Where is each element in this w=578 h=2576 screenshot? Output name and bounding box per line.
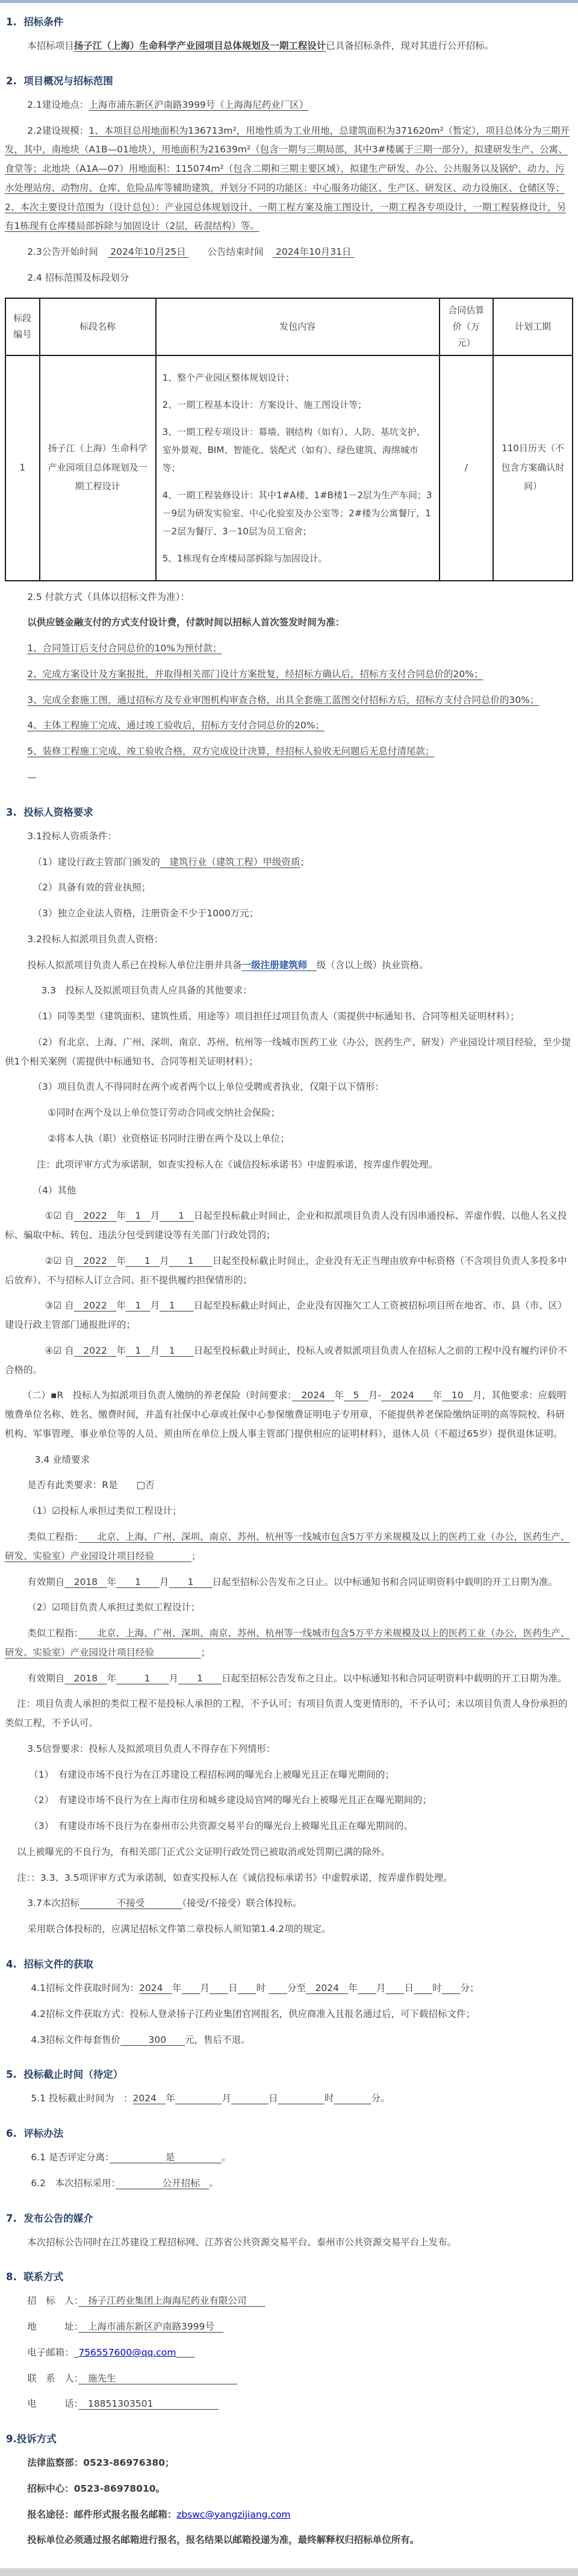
paragraph bbox=[5, 1342, 573, 1380]
text-run: 月，其他要求：应载明缴费单位名称、姓名、缴费时间，并盖有社保中心章或社保中心参保缴费证明电子专用章，不能提供养老保险缴纳证明的高等院校、科研机构、军事管理、事业单位等的人员、须由所在单位上级人事主管部门提供相应的证明材料），退休人员（不超过65岁）提供退休证明。 bbox=[5, 1390, 567, 1439]
section-2-project-overview-and-scope bbox=[5, 73, 573, 787]
text-run: 2024年10月25日 bbox=[107, 246, 189, 258]
text-run: 日起至投标截止时间止，企业和拟派项目负责人没有因串通投标、弄虚作假、以他人名义投标、骗取中标、转包、违法分包受到建设等有关部门行政处罚的； bbox=[5, 1210, 567, 1241]
text-run: 年 bbox=[107, 1576, 117, 1587]
paragraph bbox=[5, 1155, 573, 1175]
text-run: （1）同等类型（建筑面积、建筑性质、用途等）项目担任过项目负责人（需提供中标通知书、合同等相关证明材料）； bbox=[33, 1011, 520, 1022]
paragraph bbox=[5, 1296, 573, 1335]
table-header-row bbox=[5, 298, 573, 355]
text-run: 年 bbox=[116, 1300, 126, 1311]
section-heading: 5. 投标截止时间（待定） bbox=[6, 2069, 123, 2081]
text-run: 1 bbox=[169, 1576, 213, 1587]
contract-content-line: 1、整个产业园区整体规划设计； bbox=[162, 372, 295, 383]
section-body bbox=[5, 2148, 573, 2193]
text-run bbox=[231, 2093, 269, 2104]
paragraph bbox=[5, 1843, 573, 1862]
text-run: 2024 bbox=[139, 1983, 172, 1993]
section-9-complaint-method bbox=[5, 2431, 573, 2550]
paragraph bbox=[5, 768, 573, 787]
text-run: 类似工程指： bbox=[27, 1628, 79, 1639]
text-run: 月 bbox=[160, 1576, 169, 1587]
email-link[interactable]: zbswc@yangzijiang.com bbox=[176, 2509, 291, 2520]
text-run: ③☑ 自 bbox=[45, 1300, 74, 1311]
paragraph bbox=[5, 1476, 573, 1495]
text-run: 1 bbox=[125, 1210, 151, 1222]
text-run bbox=[334, 2093, 371, 2104]
text-run: 分； bbox=[460, 1983, 479, 1993]
text-run: 2024 bbox=[291, 1390, 335, 1401]
text-run: 时 bbox=[432, 1983, 442, 1993]
col-header-lot-name: 标段名称 bbox=[40, 298, 156, 355]
text-run: 是否有此类要求：R是 □否 bbox=[27, 1480, 155, 1491]
text-run: 日起至投标截止时间止，投标人或者拟派项目负责人在招标人之前的工程中没有履约评价不合格的。 bbox=[5, 1345, 567, 1375]
text-run: 日 bbox=[228, 1983, 238, 1993]
cell-contract-content bbox=[156, 355, 440, 581]
section-5-bid-deadline bbox=[5, 2066, 573, 2109]
paragraph bbox=[5, 2148, 573, 2168]
text-run bbox=[307, 960, 317, 971]
text-run: 有效期自 bbox=[27, 1672, 65, 1684]
paragraph bbox=[5, 1007, 573, 1027]
paragraph bbox=[5, 1451, 573, 1470]
text-run: （2） 有建设市场不良行为在上海市住房和城乡建设局官网的曝光台上被曝光且正在曝光期间的； bbox=[29, 1795, 432, 1806]
text-run: 上海市浦东新区沪南路3999号（上海海尼药业厂区） bbox=[89, 99, 309, 110]
text-run: 扬子江（上海）生命科学产业园项目总体规划及一期工程设计 bbox=[73, 40, 326, 51]
text-run: ； bbox=[200, 1646, 211, 1658]
paragraph bbox=[5, 878, 573, 898]
paragraph bbox=[5, 2174, 573, 2193]
col-header-lot-number: 标段编号 bbox=[5, 298, 40, 355]
text-run: （1）建设行政主管部门颁发的 bbox=[33, 856, 160, 868]
text-run: ； bbox=[300, 856, 309, 868]
text-run: 日 bbox=[268, 2093, 278, 2104]
text-run: 月 bbox=[222, 2093, 231, 2104]
text-run: 2.2建设规模： bbox=[27, 125, 89, 136]
text-run: 300 bbox=[120, 2034, 185, 2045]
text-run: （1） 有建设市场不良行为在江苏建设工程招标网的曝光台上被曝光且正在曝光期间的； bbox=[29, 1769, 394, 1780]
paragraph bbox=[5, 2395, 573, 2414]
cell-estimated-price: / bbox=[440, 355, 493, 581]
paragraph bbox=[5, 1181, 573, 1201]
paragraph bbox=[5, 1528, 573, 1566]
cell-lot-number: 1 bbox=[5, 355, 40, 581]
section-heading: 3. 投标人资格要求 bbox=[6, 806, 93, 818]
text-run: （2）有北京、上海、广州、深圳、南京、苏州、杭州等一线城市医药工业（办公，医药生产、研发）产业园设计项目经验，至少提供1个相关案例（需提供中标通知书、合同等相关证明材料）； bbox=[5, 1036, 571, 1067]
text-run: 投标单位必须通过报名邮箱进行报名，报名结果以邮箱投递为准，最终解释权归招标单位所有。 bbox=[27, 2534, 420, 2546]
paragraph bbox=[5, 1695, 573, 1733]
text-run: 2024 bbox=[132, 2093, 166, 2104]
text-run: 北京、上海、广州、深圳、南京、苏州、杭州等一线城市包含5万平方米规模及以上的医药工业（办公，医药生产、研发、实验室）产业园设计项目经验 bbox=[5, 1531, 570, 1562]
paragraph bbox=[5, 1669, 573, 1689]
text-run: 北京、上海、广州、深圳、南京、苏州、杭州等一线城市包含5万平方米规模及以上的医药工业（办公，医药生产、研发、实验室）产业园设计项目经验 bbox=[5, 1628, 570, 1658]
paragraph bbox=[5, 1502, 573, 1521]
text-run: ____ bbox=[176, 2346, 195, 2358]
text-run: 月 bbox=[169, 1672, 179, 1684]
text-run: 1 bbox=[125, 1255, 160, 1266]
paragraph bbox=[5, 904, 573, 924]
section-body bbox=[5, 96, 573, 288]
text-run bbox=[175, 2093, 222, 2104]
paragraph bbox=[5, 1624, 573, 1663]
section-body bbox=[5, 1979, 573, 2049]
paragraph bbox=[5, 1766, 573, 1785]
text-run bbox=[269, 1983, 287, 1993]
text-run: 年 bbox=[116, 1255, 126, 1266]
text-run: 注：此项评审方式为承诺制，如查实投标人在《诚信投标承诺书》中虚假承诺，按弄虚作假处理。 bbox=[36, 1158, 438, 1170]
text-run: 是 bbox=[109, 2152, 222, 2163]
text-run: 一级注册建筑师 bbox=[241, 959, 308, 971]
paragraph bbox=[5, 2318, 573, 2337]
paragraph bbox=[5, 665, 573, 684]
text-run: 日起至投标截止时间止，企业没有因拖欠工人工资被招标项目所在地省、市、县（市、区）建设行政主管部门通报批评的； bbox=[5, 1300, 567, 1331]
text-run: 6.2 本次招标采用： bbox=[31, 2177, 116, 2189]
paragraph bbox=[5, 1207, 573, 1245]
paragraph bbox=[5, 1104, 573, 1123]
text-run: 月 bbox=[150, 1345, 160, 1356]
cell-planned-duration: 110日历天（不包含方案确认时间） bbox=[493, 355, 573, 581]
section-6-evaluation-method bbox=[5, 2125, 573, 2193]
paragraph bbox=[5, 1386, 573, 1443]
text-run: 年 bbox=[334, 1390, 344, 1401]
col-header-contract-content: 发包内容 bbox=[156, 298, 440, 355]
cell-lot-name: 扬子江（上海）生命科学产业园项目总体规划及一期工程设计 bbox=[40, 355, 156, 581]
section-body bbox=[5, 2292, 573, 2414]
paragraph bbox=[5, 1817, 573, 1836]
table-row bbox=[5, 355, 573, 581]
text-run: — bbox=[27, 772, 37, 783]
paragraph bbox=[5, 981, 573, 1001]
text-run: 1、合同签订后支付合同总价的10%为预付款； bbox=[27, 643, 222, 654]
paragraph bbox=[5, 1252, 573, 1290]
paragraph bbox=[5, 1573, 573, 1592]
text-run: 4.1招标文件获取时间为： bbox=[31, 1983, 140, 1993]
paragraph bbox=[5, 2480, 573, 2499]
text-run: 有效期自 bbox=[27, 1576, 65, 1587]
paragraph bbox=[5, 827, 573, 846]
text-run: （3）项目负责人不得同时在两个或者两个以上单位受聘或者执业，仅限于以下情形： bbox=[33, 1081, 384, 1093]
text-run: 已具备招标条件，现对其进行公开招标。 bbox=[326, 40, 494, 51]
text-run: 分。 bbox=[371, 2093, 390, 2104]
text-run: 2022 bbox=[73, 1210, 117, 1222]
text-run: 年 bbox=[348, 1983, 358, 1993]
text-run: 本招标项目 bbox=[27, 40, 74, 51]
text-run: 月- bbox=[368, 1390, 381, 1401]
text-run: 1 bbox=[160, 1345, 194, 1356]
text-run bbox=[238, 1983, 256, 1993]
text-run: 。 bbox=[221, 2152, 231, 2163]
col-header-estimated-price: 合同估算价（万元） bbox=[440, 298, 493, 355]
paragraph bbox=[5, 956, 573, 975]
text-run: 施先生 bbox=[78, 2372, 237, 2384]
text-run: 4.2招标文件获取方式：投标人登录扬子江药业集团官网报名，供应商准入且报名通过后，可下载招标文件； bbox=[31, 2008, 476, 2019]
text-run: 招标中心：0523-86978010。 bbox=[27, 2483, 166, 2494]
text-run: 月 bbox=[150, 1300, 160, 1311]
text-run: 2022 bbox=[73, 1300, 117, 1311]
paragraph bbox=[5, 613, 573, 633]
section-heading: 8. 联系方式 bbox=[6, 2271, 64, 2283]
text-run: （接受/不接受）联合体投标。 bbox=[182, 1898, 302, 1909]
paragraph bbox=[5, 37, 573, 56]
tender-announcement-document bbox=[0, 3, 578, 2550]
text-run: 3.1投标人资质条件： bbox=[27, 830, 117, 842]
section-1-tender-conditions bbox=[5, 14, 573, 56]
text-run: 2.5 付款方式（具体以招标文件为准）： bbox=[27, 591, 190, 602]
text-run: ； bbox=[191, 1550, 201, 1562]
text-run: 1、本项目总用地面积为136713m²，用地性质为工业用地，总建筑面积为371620m²（暂定），项目总体分为三期开发，其中，南地块（A1B—01地块），用地面积为21639m²（包含一期与三期局部，其中3#楼属于三期一部分），拟建研发生产、公寓、食堂等；北地块（A1A—07）用地面积：115074m²（包含二期和三期主要区域），拟建生产研发、办公、公共服务以及锅炉、动力、污水处理站房、动物房、仓库、危险品库等辅助建筑，并划分不同的功能区：中心服务功能区、生产区、研发区、动力设施区、仓储区等；2、本次主要设计范围为（设计总包）：产业园总体规划设计、一期工程方案及施工图设计，一期工程各专项设计，一期工程装修设计，另有1栋现有仓库楼局部拆除与加固设计（2层，砖混结构）等。 bbox=[5, 125, 570, 232]
paragraph bbox=[5, 1894, 573, 1913]
text-run: （3）独立企业法人资格，注册资金不少于1000万元； bbox=[33, 908, 259, 919]
paragraph bbox=[5, 930, 573, 949]
text-run: ④☑ 自 bbox=[45, 1345, 74, 1356]
text-run: 不接受 bbox=[79, 1898, 182, 1909]
text-run: 注：项目负责人承担的类似工程不是投标人承担的工程，不予认可；有项目负责人变更情形的，不予认可；未以项目负责人身份承担的类似工程，不予认可。 bbox=[5, 1698, 568, 1729]
text-run: 日起至招标公告发布之日止。以中标通知书和合同证明资料中载明的开工日期为准。 bbox=[221, 1672, 567, 1684]
paragraph bbox=[5, 2089, 573, 2109]
paragraph bbox=[5, 2292, 573, 2311]
paragraph bbox=[5, 639, 573, 658]
paragraph bbox=[5, 691, 573, 710]
text-run: ②☑ 自 bbox=[45, 1255, 74, 1266]
section-heading: 1. 招标条件 bbox=[6, 16, 64, 28]
section-body bbox=[5, 827, 573, 1939]
text-run: （3） 有建设市场不良行为在泰州市公共资源交易平台的曝光台上被曝光且正在曝光期间的。 bbox=[29, 1821, 413, 1832]
paragraph bbox=[5, 2343, 573, 2363]
text-run: 分至 bbox=[287, 1983, 306, 1993]
text-run: 时 bbox=[256, 1983, 269, 1993]
text-run: 2018 bbox=[64, 1672, 107, 1684]
paragraph bbox=[5, 1130, 573, 1149]
text-run: 5、装修工程施工完成、竣工验收合格，双方完成设计决算，经招标人验收无问题后无息付清尾款； bbox=[27, 746, 435, 757]
paragraph bbox=[5, 716, 573, 736]
text-run: ①☑ 自 bbox=[45, 1210, 74, 1222]
text-run: ①同时在两个及以上单位签订劳动合同或交纳社会保险； bbox=[48, 1107, 281, 1119]
text-run: 级（含以上级）执业资格。 bbox=[316, 959, 429, 971]
section-body bbox=[5, 2089, 573, 2109]
section-3-bidder-qualification bbox=[5, 804, 573, 1939]
text-run: （2）☑项目负责人承担过类似工程设计； bbox=[27, 1602, 200, 1613]
text-run: 地 址： bbox=[27, 2321, 79, 2333]
paragraph bbox=[5, 1869, 573, 1888]
text-run: 3.4 业绩要求 bbox=[34, 1454, 90, 1465]
text-run: 月 bbox=[150, 1210, 160, 1222]
text-run: 日起至投标截止时间止，企业没有无正当理由放弃中标资格（不含项目负责人多投多中后放弃）、不与招标人订立合同、拒不提供履约担保情形的； bbox=[5, 1255, 567, 1286]
text-run: 年 bbox=[107, 1672, 117, 1684]
text-run bbox=[210, 1983, 228, 1993]
text-run: 日起至招标公告发布之日止。以中标通知书和合同证明资料中载明的开工日期为准。 bbox=[212, 1576, 558, 1587]
text-run: 2.1建设地点： bbox=[27, 99, 89, 110]
text-run: 年 bbox=[166, 2093, 175, 2104]
paragraph bbox=[5, 2506, 573, 2525]
section-4-obtaining-bid-documents bbox=[5, 1956, 573, 2049]
text-run: 类似工程指： bbox=[27, 1531, 79, 1542]
text-run: 公开招标 bbox=[116, 2177, 210, 2189]
lot-division-table bbox=[5, 298, 573, 581]
text-run: 5.1 投标截止时间为 ： bbox=[31, 2093, 133, 2104]
section-heading: 4. 招标文件的获取 bbox=[6, 1959, 93, 1970]
paragraph bbox=[5, 2031, 573, 2050]
email-link[interactable]: 756557600@qq.com bbox=[78, 2346, 176, 2358]
text-run: 月 bbox=[160, 1255, 169, 1266]
section-8-contact-information bbox=[5, 2269, 573, 2414]
text-run: 1 bbox=[160, 1210, 194, 1222]
paragraph bbox=[5, 2531, 573, 2550]
text-run: 本次招标公告同时在江苏建设工程招标网、江苏省公共资源交易平台、泰州市公共资源交易平台上发布。 bbox=[27, 2236, 457, 2248]
section-heading: 2. 项目概况与招标范围 bbox=[6, 75, 113, 87]
paragraph bbox=[5, 853, 573, 872]
text-run: 联 系 人： bbox=[27, 2372, 79, 2384]
text-run: 2.4 招标范围及标段划分 bbox=[27, 272, 129, 283]
paragraph bbox=[5, 1920, 573, 1939]
contract-content-line: 3、一期工程专项设计：幕墙、钢结构（如有）、人防、基坑支护、室外景观、BIM、智能化、装配式（如有）、绿色建筑、海绵城市等； bbox=[162, 426, 426, 474]
text-run: 3.2投标人拟派项目负责人资格： bbox=[27, 933, 164, 945]
text-run: 报名途径：邮件形式报名报名邮箱： bbox=[27, 2509, 177, 2520]
text-run: （二）▪R 投标人为拟派项目负责人缴纳的养老保险（时间要求： bbox=[22, 1390, 292, 1401]
text-run: 。 bbox=[209, 2177, 219, 2189]
text-run: 以供应链金融支付的方式支付设计费，付款时间以招标人首次签发时间为准： bbox=[27, 617, 345, 628]
paragraph bbox=[5, 1033, 573, 1072]
text-run: （2）具备有效的营业执照； bbox=[33, 882, 151, 893]
text-run: 2024 bbox=[381, 1390, 433, 1401]
text-run: 注：：3.3、3.5项评审方式为承诺制，如查实投标人在《诚信投标承诺书》中虚假承诺，按弄虚作假处理。 bbox=[17, 1872, 453, 1883]
text-run: 电子邮箱：_ bbox=[27, 2346, 79, 2358]
text-run: 年 bbox=[116, 1210, 126, 1222]
paragraph bbox=[5, 588, 573, 607]
text-run: 日 bbox=[404, 1983, 414, 1993]
paragraph bbox=[5, 96, 573, 115]
section-body bbox=[5, 588, 573, 787]
text-run: 元，售后不退。 bbox=[185, 2034, 250, 2045]
paragraph bbox=[5, 2369, 573, 2389]
text-run: 公告结束时间 bbox=[188, 246, 273, 258]
col-header-planned-duration: 计划工期 bbox=[493, 298, 573, 355]
section-body bbox=[5, 37, 573, 56]
text-run: 2024年10月31日 bbox=[273, 246, 355, 258]
text-run: （4）其他 bbox=[33, 1184, 76, 1196]
text-run: 3.3 投标人及拟派项目负责人应具备的其他要求： bbox=[41, 985, 252, 996]
paragraph bbox=[5, 122, 573, 237]
text-run: 法律监察部：0523-86976380； bbox=[27, 2457, 175, 2469]
text-run: 以上被曝光的不良行为，有相关部门正式公文证明行政处罚已被取消或处罚期已满的除外。 bbox=[17, 1846, 391, 1857]
text-run: 电 话： bbox=[27, 2398, 79, 2410]
text-run: 招 标 人： bbox=[27, 2295, 79, 2307]
text-run: 3.5信誉要求：投标人及拟派项目负责人不得存在下列情形： bbox=[27, 1743, 276, 1754]
text-run: 2.3公告开始时间 bbox=[27, 246, 108, 258]
section-heading: 6. 评标办法 bbox=[6, 2128, 64, 2140]
contract-content-line: 2、一期工程基本设计：方案设计、施工图设计等； bbox=[162, 399, 367, 410]
text-run: 投标人拟派项目负责人系已在投标人单位注册并具备 bbox=[27, 959, 242, 971]
text-run: 2022 bbox=[73, 1255, 117, 1266]
text-run: 2024 bbox=[306, 1983, 349, 1993]
text-run: 5 bbox=[343, 1390, 368, 1401]
text-run: 6.1 是否评定分离： bbox=[31, 2152, 110, 2163]
text-run: 月 bbox=[376, 1983, 386, 1993]
text-run: 年 bbox=[172, 1983, 182, 1993]
text-run: 2022 bbox=[73, 1345, 117, 1356]
text-run bbox=[182, 1983, 200, 1993]
text-run: 4.3招标文件每套售价 bbox=[31, 2034, 121, 2045]
paragraph bbox=[5, 269, 573, 288]
text-run: 月 bbox=[200, 1983, 210, 1993]
text-run: 采用联合体投标的，应满足招标文件第二章投标人须知第1.4.2项的规定。 bbox=[27, 1924, 331, 1935]
text-run: 时 bbox=[325, 2093, 334, 2104]
text-run bbox=[386, 1983, 405, 1993]
paragraph bbox=[5, 243, 573, 262]
text-run bbox=[278, 2093, 325, 2104]
text-run: 1 bbox=[116, 1672, 169, 1684]
text-run: 1 bbox=[178, 1672, 222, 1684]
text-run: 建筑行业（建筑工程）甲级资质 bbox=[160, 856, 300, 868]
text-run: 4、主体工程施工完成、通过竣工验收后，招标方支付合同总价的20%； bbox=[27, 720, 325, 731]
text-run: 年 bbox=[432, 1390, 443, 1401]
text-run: 10 bbox=[442, 1390, 473, 1401]
paragraph bbox=[5, 2005, 573, 2024]
section-heading: 9.投诉方式 bbox=[6, 2433, 57, 2445]
text-run: 2018 bbox=[64, 1576, 107, 1587]
text-run: 年 bbox=[116, 1345, 126, 1356]
text-run: 扬子江药业集团上海海尼药业有限公司 bbox=[78, 2295, 266, 2307]
section-heading: 7. 发布公告的媒介 bbox=[6, 2212, 93, 2224]
text-run: 上海市浦东新区沪南路3999号 bbox=[78, 2321, 224, 2333]
text-run: （1）☑投标人承担过类似工程设计； bbox=[27, 1505, 182, 1517]
paragraph bbox=[5, 2233, 573, 2252]
section-body bbox=[5, 2233, 573, 2252]
text-run: 1 bbox=[160, 1300, 194, 1311]
text-run bbox=[442, 1983, 461, 1993]
text-run: 1 bbox=[125, 1345, 151, 1356]
paragraph bbox=[5, 1078, 573, 1097]
contract-content-line: 4、一期工程装修设计：其中1#A楼、1#B楼1－2层为生产车间；3－9层为研发实验室、中心化验室及办公室等；2#楼为公寓餐厅，1－2层为餐厅、3－10层为员工宿舍； bbox=[162, 489, 432, 537]
text-run: 2、完成方案设计及方案报批，并取得相关部门设计方案批复，经招标方确认后，招标方支付合同总价的20%； bbox=[27, 668, 483, 680]
text-run: 1 bbox=[169, 1255, 213, 1266]
section-body bbox=[5, 2454, 573, 2550]
text-run: 3.7本次招标 bbox=[27, 1898, 79, 1909]
paragraph bbox=[5, 1598, 573, 1618]
text-run bbox=[358, 1983, 376, 1993]
text-run bbox=[414, 1983, 432, 1993]
section-7-announcement-media bbox=[5, 2210, 573, 2252]
paragraph bbox=[5, 742, 573, 761]
paragraph bbox=[5, 1979, 573, 1998]
paragraph bbox=[5, 2454, 573, 2473]
text-run: 18851303501 bbox=[78, 2398, 219, 2410]
text-run: 1 bbox=[116, 1576, 160, 1587]
paragraph bbox=[5, 1791, 573, 1810]
paragraph bbox=[5, 1740, 573, 1759]
text-run: 1 bbox=[125, 1300, 151, 1311]
contract-content-line: 5、1栋现有仓库楼局部拆除与加固设计。 bbox=[162, 552, 328, 564]
text-run: ②将本人执（职）业资格证书同时注册在两个及以上单位； bbox=[48, 1133, 290, 1144]
page-bottom-band bbox=[0, 2568, 578, 2576]
text-run: 3、完成全套施工图，通过招标方及专业审图机构审查合格，出具全套施工蓝图交付招标方后，招标方支付合同总价的30%； bbox=[27, 694, 539, 705]
